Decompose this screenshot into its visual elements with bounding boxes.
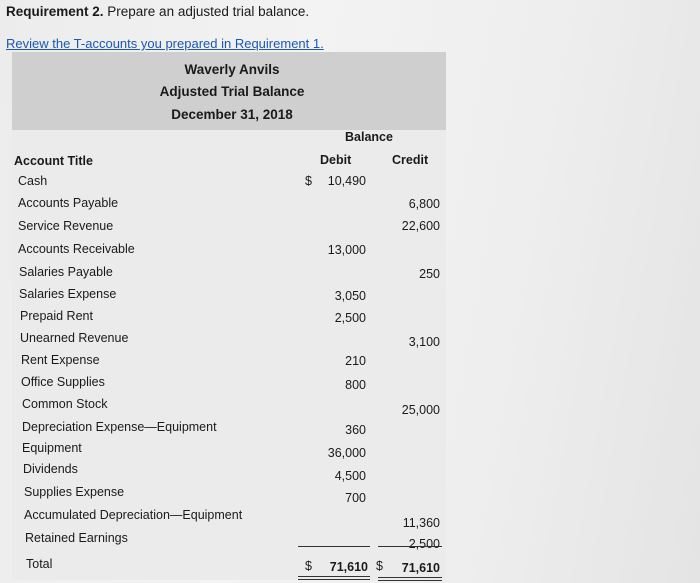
debit-subtotal-rule [298,546,370,547]
review-t-accounts-link[interactable]: Review the T-accounts you prepared in Requirement 1. [6,36,324,51]
total-credit-dollar: $ [376,559,383,573]
account-title: Common Stock [22,397,108,411]
debit-amount: 800 [345,378,366,392]
account-title: Accounts Payable [18,196,119,210]
credit-amount: 22,600 [401,219,440,233]
statement-header [12,52,446,130]
balance-header: Balance [345,130,393,144]
account-title: Equipment [22,441,82,455]
debit-amount: 13,000 [327,243,366,257]
account-title: Salaries Expense [19,287,117,301]
requirement-number: Requirement 2. [6,4,104,19]
debit-amount: 3,050 [334,289,366,303]
account-title: Office Supplies [21,375,105,389]
debit-amount: 36,000 [327,446,366,460]
account-title: Dividends [23,462,78,476]
account-title-header: Account Title [14,154,93,168]
total-debit: 71,610 [329,560,368,574]
account-title: Supplies Expense [24,485,125,499]
credit-amount: 3,100 [408,335,440,349]
total-label: Total [26,557,53,571]
total-debit-dollar: $ [305,559,312,573]
debit-header: Debit [320,153,352,167]
debit-amount: 360 [345,423,366,437]
requirement-title [6,4,309,19]
debit-amount: 210 [345,354,366,368]
account-title: Service Revenue [18,219,114,233]
account-title: Salaries Payable [19,265,113,279]
statement-date: December 31, 2018 [171,107,293,122]
credit-amount: 2,500 [408,537,440,551]
debit-amount: 4,500 [334,469,366,483]
credit-header: Credit [392,153,429,167]
statement-name: Adjusted Trial Balance [159,84,305,99]
debit-total-double-rule [298,576,370,580]
credit-amount: 25,000 [401,403,440,417]
account-title: Prepaid Rent [20,309,93,323]
debit-amount: 700 [345,491,366,505]
account-title: Accounts Receivable [18,242,135,256]
credit-amount: 250 [419,267,440,281]
debit-amount: 2,500 [334,311,366,325]
account-title: Depreciation Expense—Equipment [22,420,217,434]
account-title: Rent Expense [21,353,100,367]
account-title: Unearned Revenue [20,331,129,345]
account-title: Accumulated Depreciation—Equipment [24,508,243,522]
requirement-text: Prepare an adjusted trial balance. [103,4,310,19]
account-title: Retained Earnings [25,531,128,545]
credit-subtotal-rule [378,546,442,547]
company-name: Waverly Anvils [184,62,280,77]
credit-total-double-rule [378,577,442,581]
debit-amount: 10,490 [327,174,366,188]
debit-dollar-sign: $ [305,174,312,188]
account-title: Cash [18,174,48,188]
total-credit: 71,610 [401,561,440,575]
credit-amount: 6,800 [408,197,440,211]
credit-amount: 11,360 [402,516,440,530]
